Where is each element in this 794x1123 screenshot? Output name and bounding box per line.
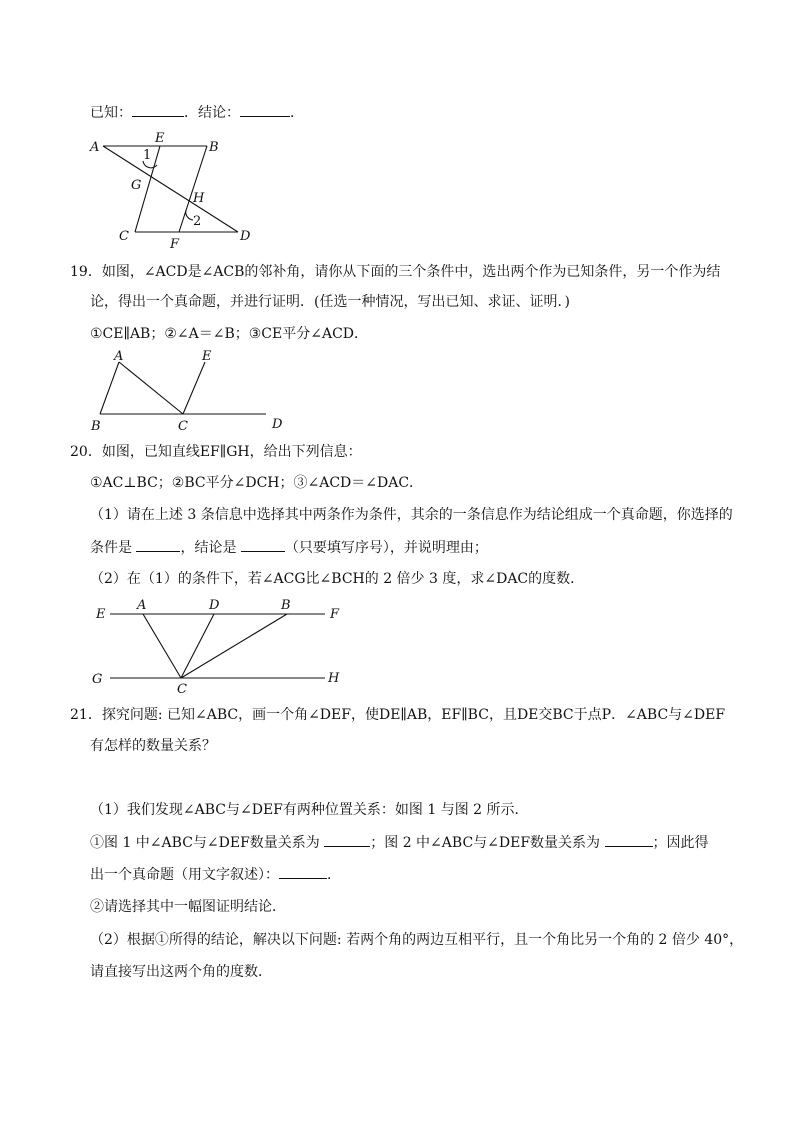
q21-p2-line2: 请直接写出这两个角的度数． — [90, 964, 272, 980]
label-C: C — [178, 419, 188, 434]
label-B: B — [209, 140, 219, 155]
q21-fig1-relation-blank[interactable] — [324, 832, 370, 847]
label-angle-2: 2 — [193, 214, 202, 229]
q21-fig2-relation-blank[interactable] — [605, 832, 653, 847]
label-A: A — [114, 349, 124, 364]
q21-proposition-label: 出一个真命题（用文字叙述）： — [90, 867, 279, 883]
q21-fig1-relation-label: ①图 1 中∠ABC与∠DEF数量关系为 — [90, 835, 325, 851]
q21-p1b: ②请选择其中一幅图证明结论． — [90, 899, 286, 915]
label-B: B — [91, 419, 101, 434]
label-C: C — [119, 229, 129, 244]
q20-p1-line1: （1）请在上述 3 条信息中选择其中两条作为条件，其余的一条信息作为结论组成一个真命题，你选择的 — [90, 507, 733, 523]
label-H: H — [328, 671, 340, 686]
q21-p1a-line1 — [90, 832, 709, 853]
q21-p1a-line2 — [90, 864, 341, 885]
label-H: H — [193, 191, 205, 206]
q21-p2-line1: （2）根据①所得的结论，解决以下问题: 若两个角的两边互相平行，且一个角比另一个角的 2 倍少 40°， — [90, 932, 744, 948]
line-AC — [143, 614, 181, 678]
q21-line2: 有怎样的数量关系？ — [90, 738, 216, 754]
label-G: G — [131, 178, 142, 193]
label-C: C — [177, 682, 187, 697]
q20-line1: 20．如图，已知直线EF∥GH，给出下列信息： — [70, 444, 362, 460]
q19-conditions: ①CE∥AB；②∠A＝∠B；③CE平分∠ACD． — [90, 326, 369, 342]
q18-end: ． — [290, 105, 304, 121]
q18-conclusion-label: ．结论： — [184, 105, 240, 121]
q21-line1: 21．探究问题: 已知∠ABC，画一个角∠DEF，使DE∥AB，EF∥BC，且DE交BC于点P．∠ABC与∠DEF — [70, 707, 726, 723]
label-D: D — [240, 229, 251, 244]
label-F: F — [170, 237, 180, 252]
q20-cond-label: 条件是 — [90, 540, 137, 556]
label-D: D — [209, 598, 220, 613]
label-A: A — [137, 598, 147, 613]
q18-given-label: 已知： — [90, 105, 132, 121]
q20-note: （只要填写序号），并说明理由； — [284, 540, 488, 556]
q21-proposition-end: ． — [327, 867, 341, 883]
q21-p1: （1）我们发现∠ABC与∠DEF有两种位置关系：如图 1 与图 2 所示． — [90, 802, 529, 818]
label-angle-1: 1 — [143, 148, 152, 163]
q21-fig2-relation-label: ；图 2 中∠ABC与∠DEF数量关系为 — [370, 835, 605, 851]
q20-concl-label: ，结论是 — [180, 540, 241, 556]
q21-proposition-blank[interactable] — [279, 864, 327, 879]
q20-info: ①AC⊥BC；②BC平分∠DCH；③∠ACD＝∠DAC． — [90, 475, 424, 491]
label-F: F — [330, 607, 340, 622]
q20-p2: （2）在（1）的条件下，若∠ACG比∠BCH的 2 倍少 3 度，求∠DAC的度数． — [90, 571, 585, 587]
q19-line2: 论，得出一个真命题，并进行证明．(任选一种情况，写出已知、求证、证明．) — [90, 294, 570, 310]
label-A: A — [90, 140, 100, 155]
label-E: E — [202, 349, 212, 364]
label-D: D — [272, 417, 283, 432]
label-E: E — [96, 607, 106, 622]
label-G: G — [92, 672, 103, 687]
label-E: E — [155, 131, 165, 146]
q21-conclude-text: ；因此得 — [652, 835, 709, 851]
q19-line1: 19．如图，∠ACD是∠ACB的邻补角，请你从下面的三个条件中，选出两个作为已知条件，另一个作为结 — [70, 264, 721, 280]
label-B: B — [281, 598, 291, 613]
